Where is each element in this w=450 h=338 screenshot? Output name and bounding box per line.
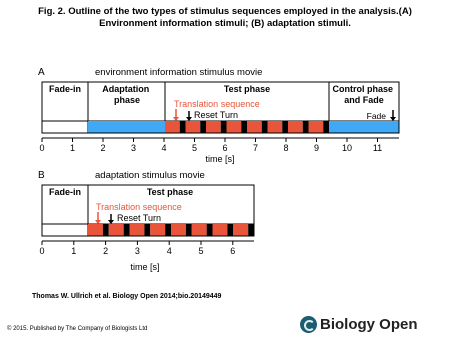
panel-a-ticks — [39, 138, 382, 153]
panel-b-translation-block — [171, 224, 186, 236]
panel-a-reset-block — [303, 121, 309, 133]
panel-b-reset-block — [207, 224, 213, 236]
panel-b-reset-block — [227, 224, 233, 236]
panel-b-ticks — [39, 241, 235, 256]
panel-a-translation-label: Translation sequence — [174, 99, 260, 109]
panel-a-translation-block — [227, 121, 242, 133]
panel-b-title: adaptation stimulus movie — [95, 170, 205, 181]
citation-credit: Thomas W. Ullrich et al. Biology Open 2014;bio.20149449 — [32, 293, 222, 300]
logo-text: Biology Open — [320, 316, 418, 333]
panel-a-tick-label: 2 — [100, 143, 106, 153]
panel-a-phase-control — [332, 84, 395, 105]
panel-b-reset-block — [144, 224, 150, 236]
panel-a-tick-label: 3 — [130, 143, 137, 153]
panel-a-reset-block — [323, 121, 329, 133]
panel-a-phase-adaptation — [102, 84, 152, 105]
copyright-notice: © 2015. Published by The Company of Biologists Ltd — [7, 326, 148, 332]
panel-b-reset-block — [103, 224, 109, 236]
panel-a-fade-label: Fade — [366, 111, 386, 121]
figure-caption: Fig. 2. Outline of the two types of stimulus sequences employed in the analysis.(A) Environment information stimuli; (B) adaptation stimuli. — [38, 6, 412, 29]
biology-open-logo — [300, 316, 418, 333]
panel-b-letter: B — [38, 170, 45, 181]
panel-b-reset-block — [186, 224, 192, 236]
panel-a-translation-block — [206, 121, 221, 133]
panel-b-reset-label: Reset Turn — [117, 213, 162, 223]
panel-a-phase-adaptation-line2: phase — [113, 95, 141, 105]
panel-b-translation-block — [150, 224, 165, 236]
panel-a-fade-arrowhead — [390, 117, 396, 121]
panel-b-axis-label: time [s] — [130, 262, 160, 272]
panel-b-reset-block — [165, 224, 171, 236]
panel-b-phase-test: Test phase — [146, 187, 194, 197]
panel-a-axis-label: time [s] — [205, 154, 235, 164]
panel-b-reset-arrowhead — [108, 220, 114, 224]
panel-a-tick-label: 1 — [69, 143, 76, 153]
panel-b-tick-label: 5 — [198, 246, 204, 256]
panel-a-tick-label: 6 — [222, 143, 228, 153]
panel-b-translation-block — [233, 224, 248, 236]
panel-b-tick-label: 6 — [230, 246, 236, 256]
panel-b-reset-block — [248, 224, 254, 236]
panel-a-translation-block — [309, 121, 324, 133]
panel-b-translation-block — [109, 224, 124, 236]
panel-a-translation-arrowhead — [173, 117, 179, 121]
panel-b-tick-label: 1 — [71, 246, 77, 256]
panel-b-translation-block — [130, 224, 145, 236]
panel-a-tick-label: 11 — [372, 143, 383, 153]
panel-a-translation-block — [186, 121, 201, 133]
panel-b-reset-block — [124, 224, 130, 236]
panel-b-translation-arrowhead — [95, 220, 101, 224]
panel-b-tick-label: 0 — [39, 246, 45, 256]
panel-a-phase-control-line2: and Fade — [344, 95, 384, 105]
panel-a-reset-block — [200, 121, 206, 133]
logo-mark-icon — [300, 316, 317, 333]
panel-a-tick-label: 8 — [283, 143, 289, 153]
panel-a-reset-block — [241, 121, 247, 133]
panel-a-phase-fadein: Fade-in — [48, 84, 82, 94]
panel-b-tick-label: 4 — [166, 246, 172, 256]
panel-a-tick-label: 9 — [313, 143, 320, 153]
panel-a-reset-block — [221, 121, 227, 133]
panel-a-translation-block — [165, 121, 180, 133]
panel-a-tick-label: 4 — [161, 143, 167, 153]
panel-a-tick-label: 10 — [341, 143, 353, 153]
panel-a-reset-arrowhead — [186, 117, 192, 121]
panel-a-reset-block — [282, 121, 288, 133]
panel-a-tick-label: 5 — [191, 143, 198, 153]
panel-a-tick-label: 7 — [252, 143, 259, 153]
panel-a-test-strip — [165, 121, 329, 133]
panel-b-tick-label: 2 — [103, 246, 109, 256]
panel-b-phase-fadein: Fade-in — [48, 187, 82, 197]
panel-a-translation-block — [268, 121, 283, 133]
panel-b-test-strip — [88, 224, 254, 236]
panel-b-translation-label: Translation sequence — [96, 202, 182, 212]
panel-a-adaptation-strip — [88, 121, 165, 133]
panel-a-translation-block — [288, 121, 303, 133]
panel-a-reset-block — [262, 121, 268, 133]
panel-a-letter: A — [38, 67, 45, 78]
panel-a-phase-test: Test phase — [223, 84, 271, 94]
panel-b-translation-block — [88, 224, 103, 236]
panel-a-control-strip — [329, 121, 399, 133]
panel-a-tick-label: 0 — [39, 143, 45, 153]
panel-b-translation-block — [213, 224, 228, 236]
panel-a-phase-adaptation-line1: Adaptation — [102, 84, 150, 94]
panel-a-reset-block — [180, 121, 186, 133]
panel-a-reset-label: Reset Turn — [194, 110, 239, 120]
panel-a-phase-control-line1: Control phase — [332, 84, 393, 94]
panel-b-tick-label: 3 — [134, 246, 140, 256]
panel-a-title: environment information stimulus movie — [95, 67, 263, 78]
panel-a-translation-block — [247, 121, 262, 133]
panel-b-translation-block — [192, 224, 207, 236]
